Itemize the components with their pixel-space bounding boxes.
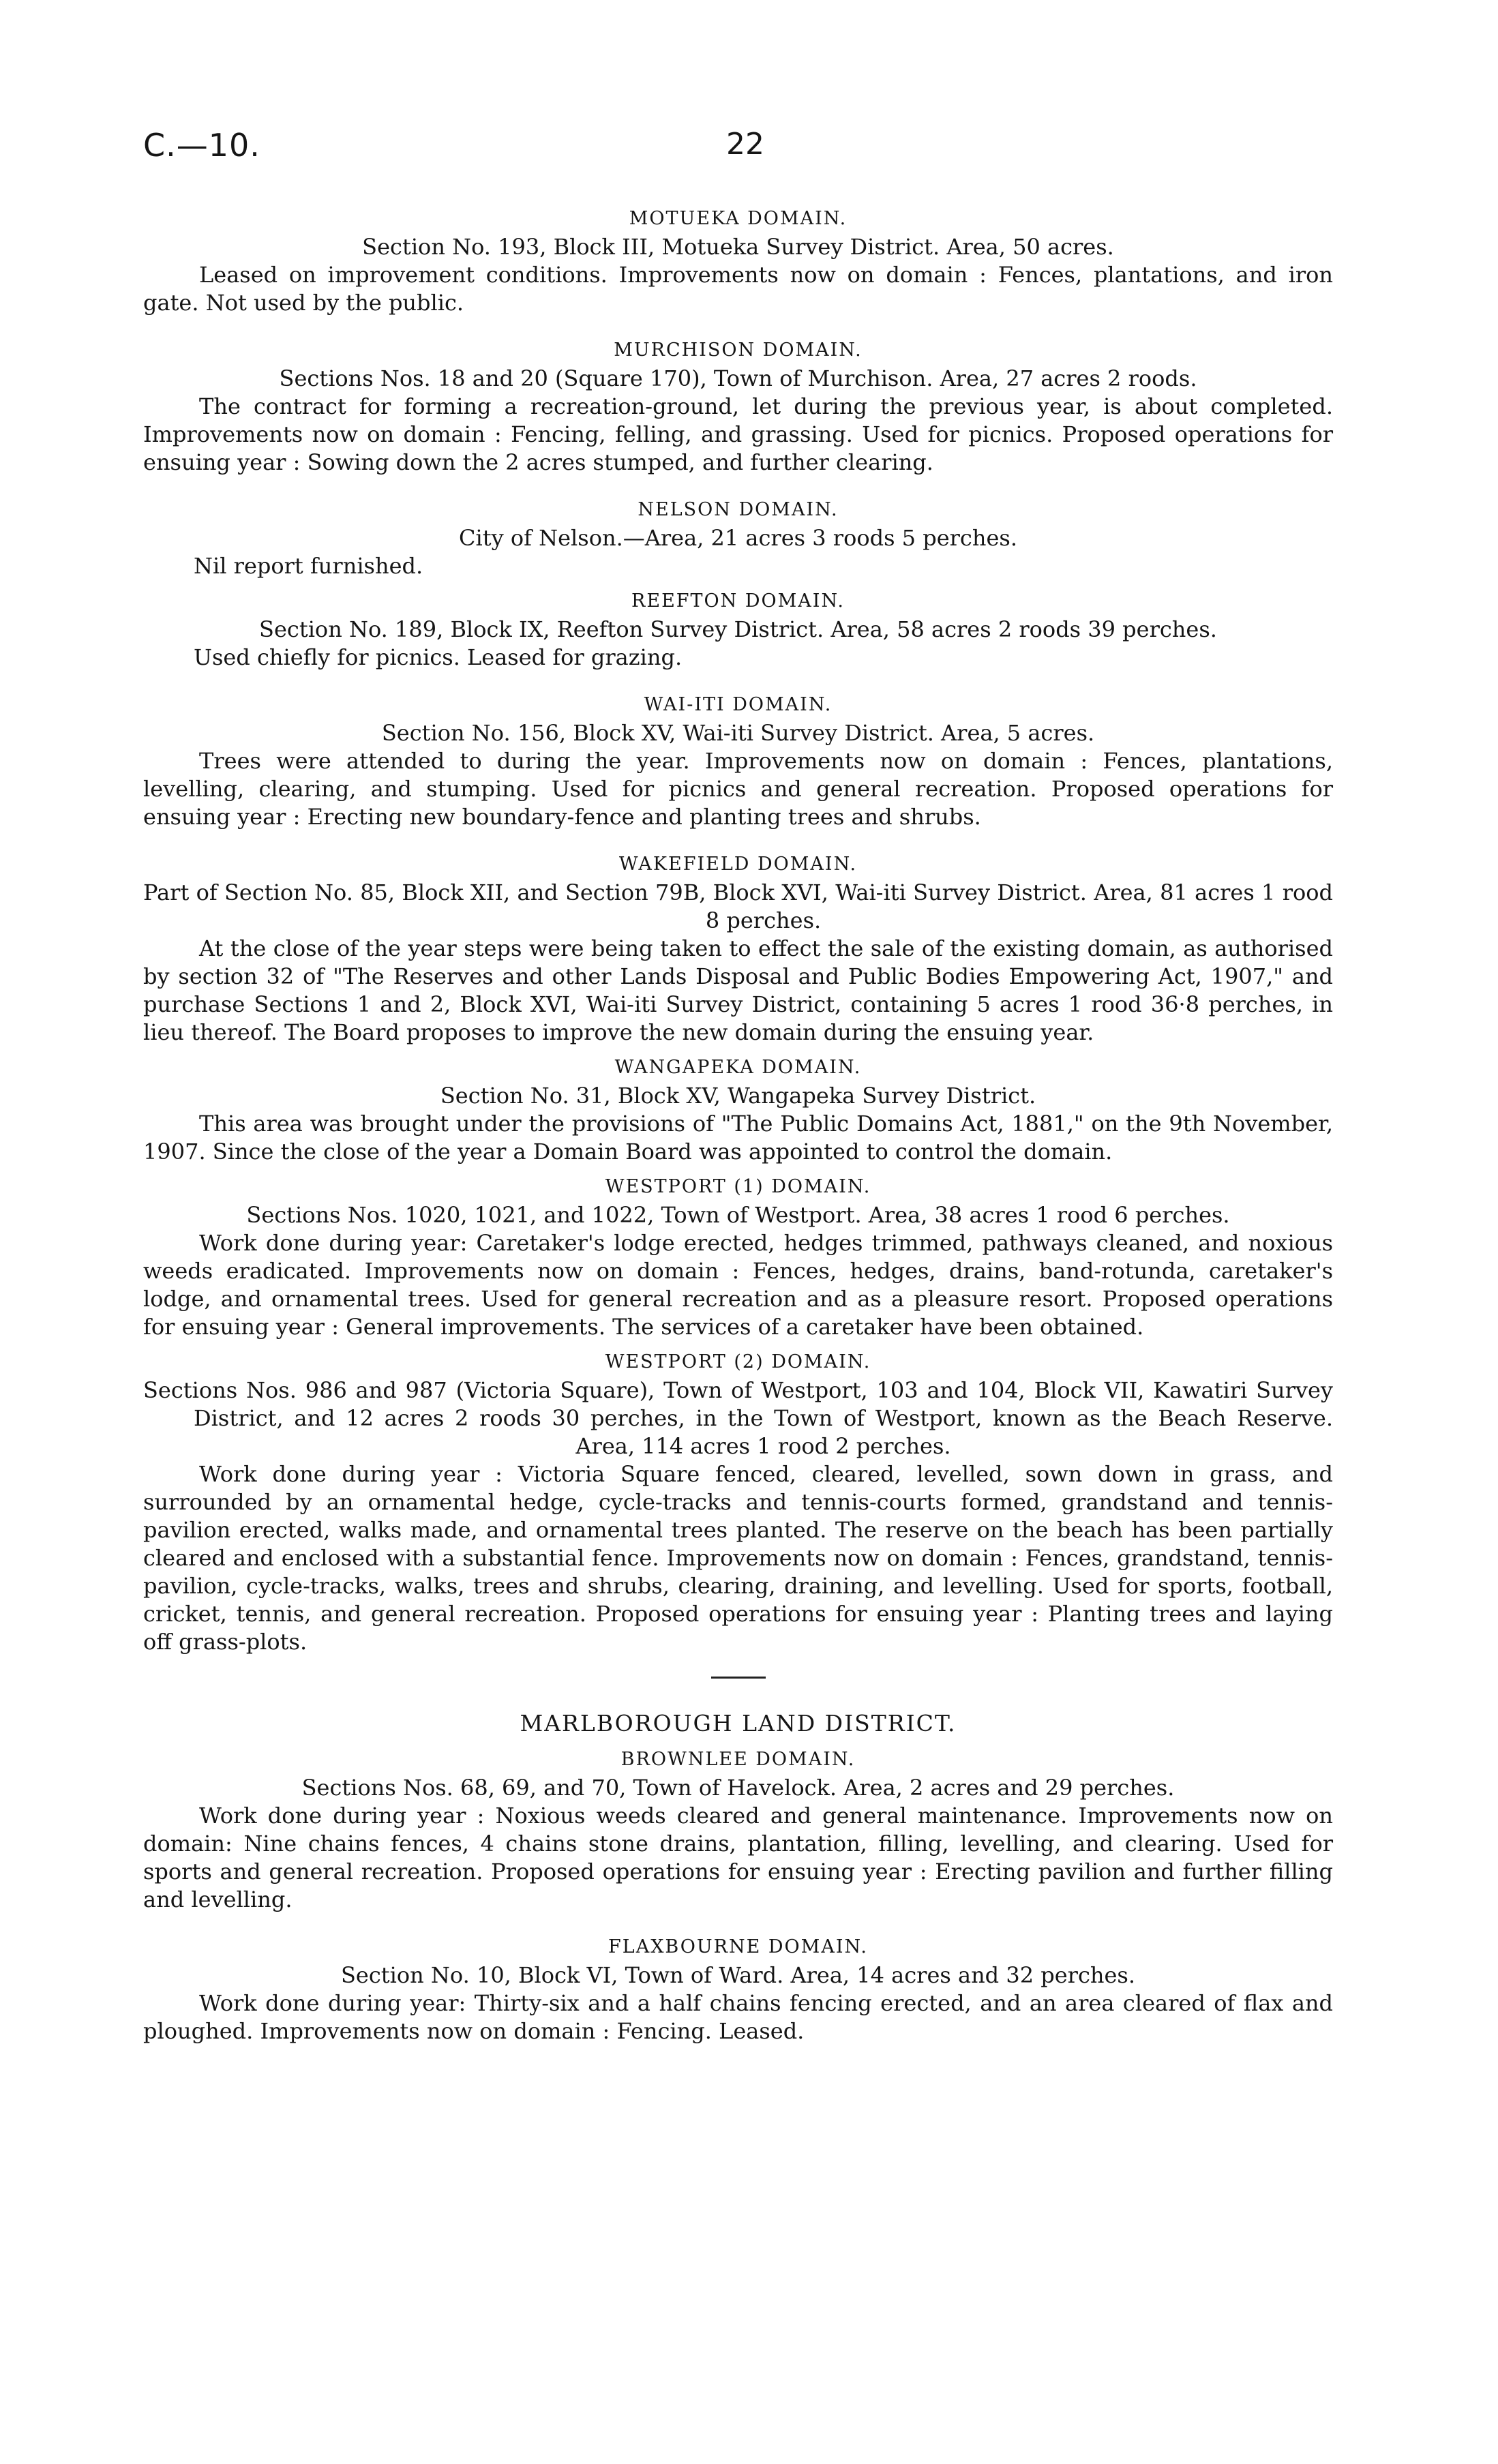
domain-report: Used chiefly for picnics. Leased for grazing. [194, 644, 683, 670]
domain-area: Sections Nos. 18 and 20 (Square 170), Town of Murchison. Area, 27 acres 2 roods. [279, 365, 1197, 391]
domain-section-westport-2 [143, 1348, 1333, 1656]
domain-area: Section No. 156, Block XV, Wai-iti Survey District. Area, 5 acres. [381, 720, 1095, 746]
domain-heading: BROWNLEE DOMAIN. [620, 1749, 856, 1770]
domain-section-wakefield [143, 850, 1333, 1047]
domain-report: Work done during year: Caretaker's lodge erected, hedges trimmed, pathways cleaned, and noxious weeds eradicated. Improvements now on domain : Fences, hedges, drains, band-rotunda, caretaker's lodge, and ornamental trees. Used for general recreation and as a pleasure resort. Proposed operations for ensuing year : General improvements. The services of a caretaker have been obtained. [143, 1230, 1333, 1340]
domain-report: Trees were attended to during the year. Improvements now on domain : Fences, plantations, levelling, clearing, and stumping. Used for picnics and general recreation. Proposed operations for ensuing year : Erecting new boundary-fence and planting trees and shrubs. [143, 748, 1333, 830]
domain-report: Work done during year: Thirty-six and a half chains fencing erected, and an area cleared of flax and ploughed. Improvements now on domain : Fencing. Leased. [143, 1990, 1333, 2044]
domain-area: Sections Nos. 986 and 987 (Victoria Square), Town of Westport, 103 and 104, Block VII, Kawatiri Survey District, and 12 acres 2 roods 30 perches, in the Town of Westport, known as the Beach Reserve. Area, 114 acres 1 rood 2 perches. [143, 1377, 1333, 1459]
domain-heading: MURCHISON DOMAIN. [614, 340, 863, 361]
domain-heading: WAKEFIELD DOMAIN. [618, 854, 858, 875]
domain-report: At the close of the year steps were being taken to effect the sale of the existing domain, as authorised by section 32 of "The Reserves and other Lands Disposal and Public Bodies Empowering Act, 1907," and purchase Sections 1 and 2, Block XVI, Wai-iti Survey District, containing 5 acres 1 rood 36·8 perches, in lieu thereof. The Board proposes to improve the new domain during the ensuing year. [143, 935, 1333, 1045]
domain-heading: FLAXBOURNE DOMAIN. [608, 1936, 868, 1957]
domain-area: Sections Nos. 68, 69, and 70, Town of Havelock. Area, 2 acres and 29 perches. [301, 1775, 1175, 1801]
domain-section-flaxbourne [143, 1933, 1333, 2045]
domain-section-murchison [143, 336, 1333, 477]
domain-area: Section No. 189, Block IX, Reefton Survey District. Area, 58 acres 2 roods 39 perches. [259, 616, 1217, 642]
domain-area: Part of Section No. 85, Block XII, and Section 79B, Block XVI, Wai-iti Survey District. Area, 81 acres 1 rood 8 perches. [143, 880, 1333, 933]
domain-section-wai-iti [143, 691, 1333, 831]
domain-section-brownlee [143, 1745, 1333, 1914]
page-number: 22 [726, 127, 764, 162]
district-heading: MARLBOROUGH LAND DISTRICT. [520, 1710, 957, 1737]
domain-heading: WAI-ITI DOMAIN. [644, 694, 833, 715]
domain-section-motueka [143, 205, 1333, 317]
domain-report: Nil report furnished. [194, 553, 423, 579]
domain-heading: NELSON DOMAIN. [638, 499, 839, 520]
domain-section-nelson [143, 496, 1333, 580]
domain-section-reefton [143, 587, 1333, 672]
document-id: C.—10. [143, 127, 260, 164]
domain-report: The contract for forming a recreation-ground, let during the previous year, is about completed. Improvements now on domain : Fencing, felling, and grassing. Used for picnics. Proposed operations for ensuing year : Sowing down the 2 acres stumped, and further clearing. [143, 393, 1333, 475]
domain-report: Work done during year : Victoria Square fenced, cleared, levelled, sown down in grass, and surrounded by an ornamental hedge, cycle-tracks and tennis-courts formed, grandstand and tennis-pavilion erected, walks made, and ornamental trees planted. The reserve on the beach has been partially cleared and enclosed with a substantial fence. Improvements now on domain : Fences, grandstand, tennis-pavilion, cycle-tracks, walks, trees and shrubs, clearing, draining, and levelling. Used for sports, football, cricket, tennis, and general recreation. Proposed operations for ensuing year : Planting trees and laying off grass-plots. [143, 1461, 1333, 1655]
domain-area: Sections Nos. 1020, 1021, and 1022, Town of Westport. Area, 38 acres 1 rood 6 perches. [246, 1202, 1230, 1228]
domain-section-wangapeka [143, 1053, 1333, 1166]
domain-report: This area was brought under the provisions of "The Public Domains Act, 1881," on the 9th November, 1907. Since the close of the year a Domain Board was appointed to control the domain. [143, 1111, 1333, 1165]
domain-section-westport-1 [143, 1173, 1333, 1341]
domain-heading: WANGAPEKA DOMAIN. [614, 1057, 862, 1078]
domain-heading: WESTPORT (2) DOMAIN. [605, 1351, 871, 1372]
page-header [143, 0, 1333, 205]
page-content [143, 205, 1333, 2045]
document-page [143, 0, 1333, 2464]
section-divider [711, 1677, 766, 1679]
domain-heading: WESTPORT (1) DOMAIN. [605, 1176, 871, 1197]
domain-heading: MOTUEKA DOMAIN. [629, 208, 848, 229]
domain-heading: REEFTON DOMAIN. [631, 590, 845, 612]
domain-area: City of Nelson.—Area, 21 acres 3 roods 5 perches. [459, 525, 1017, 551]
domain-area: Section No. 31, Block XV, Wangapeka Survey District. [440, 1083, 1036, 1109]
domain-area: Section No. 10, Block VI, Town of Ward. Area, 14 acres and 32 perches. [340, 1962, 1135, 1988]
domain-area: Section No. 193, Block III, Motueka Survey District. Area, 50 acres. [362, 234, 1114, 260]
domain-report: Leased on improvement conditions. Improvements now on domain : Fences, plantations, and iron gate. Not used by the public. [143, 262, 1333, 316]
domain-report: Work done during year : Noxious weeds cleared and general maintenance. Improvements now on domain: Nine chains fences, 4 chains stone drains, plantation, filling, levelling, and clearing. Used for sports and general recreation. Proposed operations for ensuing year : Erecting pavilion and further filling and levelling. [143, 1803, 1333, 1912]
